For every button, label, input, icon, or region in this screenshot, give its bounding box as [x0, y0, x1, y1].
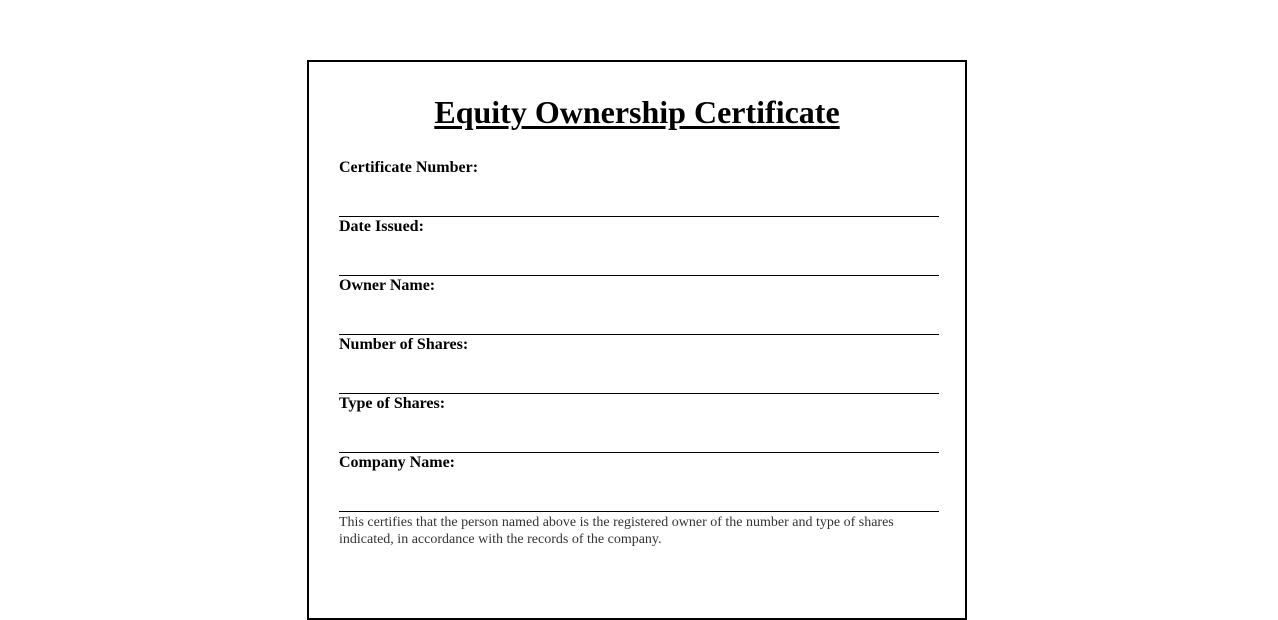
field-label: Date Issued:	[339, 218, 424, 235]
field-label: Number of Shares:	[339, 336, 469, 353]
certificate-frame	[307, 60, 967, 620]
certificate-fields	[339, 158, 939, 512]
field-company-name	[339, 453, 939, 512]
certification-statement: This certifies that the person named above is the registered owner of the number and type of shares indicated, in accordance with the records of the company.	[339, 515, 894, 547]
field-date-issued	[339, 217, 939, 276]
field-label: Type of Shares:	[339, 395, 446, 412]
certificate-title: Equity Ownership Certificate	[434, 94, 840, 130]
field-certificate-number	[339, 158, 939, 217]
field-label: Certificate Number:	[339, 159, 479, 176]
field-type-of-shares	[339, 394, 939, 453]
field-label: Owner Name:	[339, 277, 436, 294]
field-number-of-shares	[339, 335, 939, 394]
field-label: Company Name:	[339, 454, 455, 471]
field-owner-name	[339, 276, 939, 335]
